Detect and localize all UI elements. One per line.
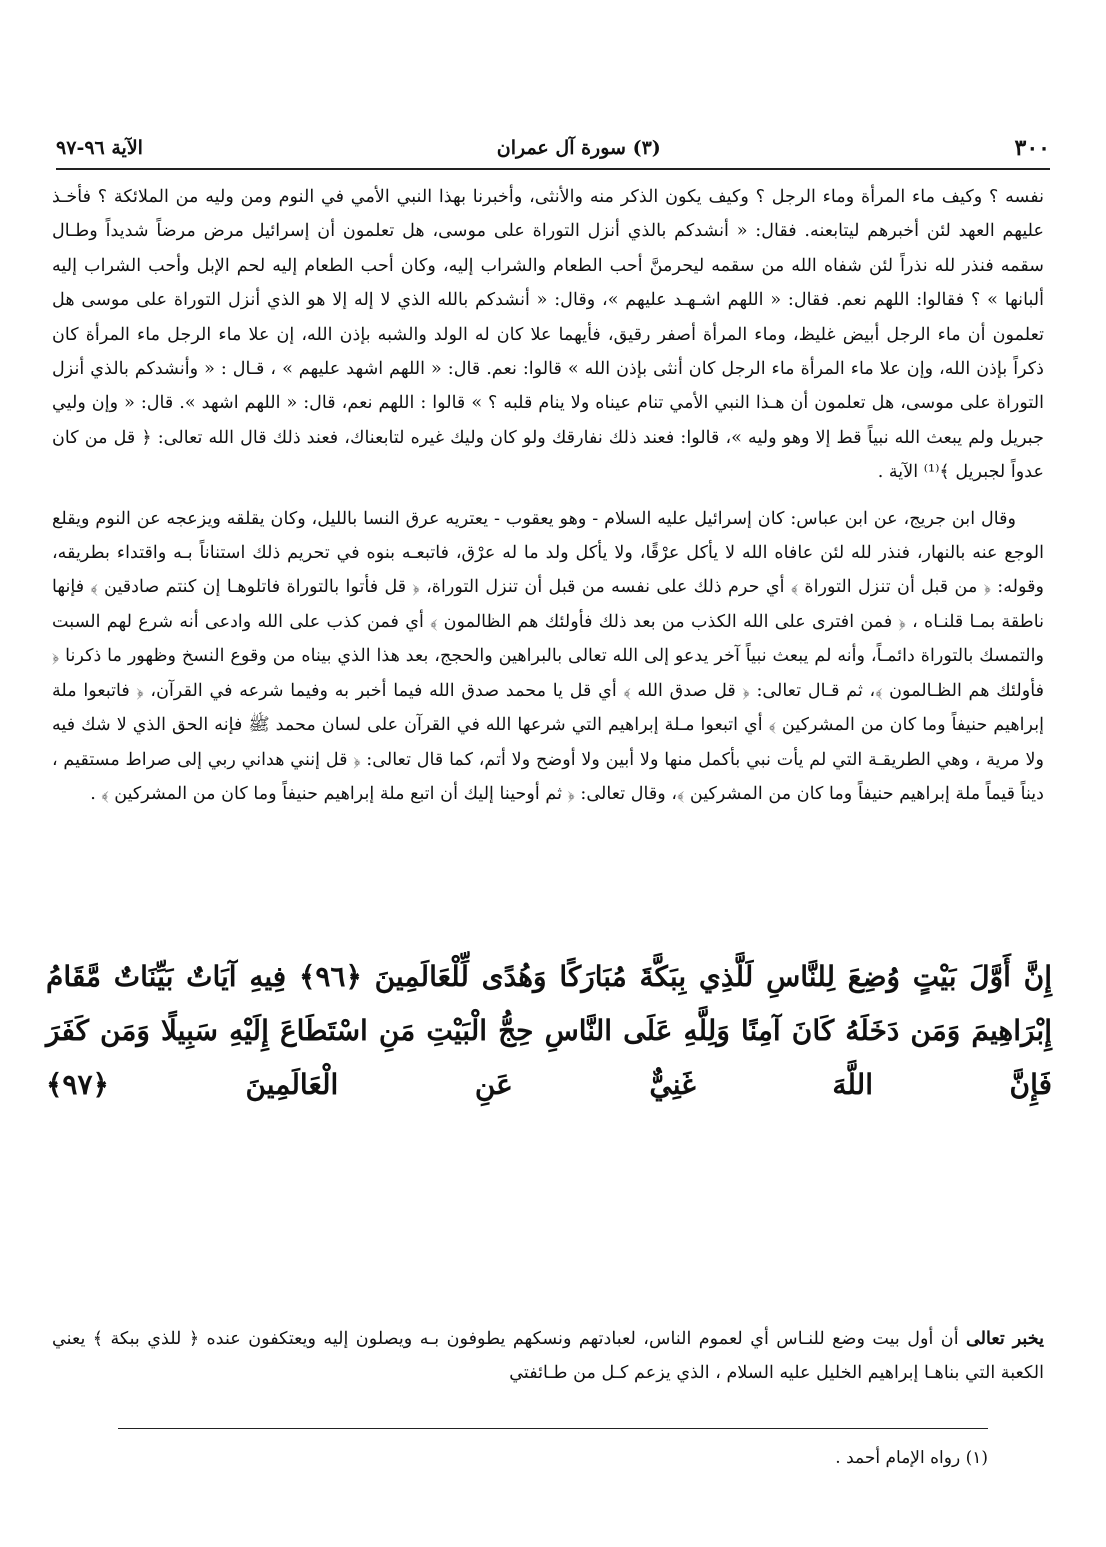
tafsir-text: أن أول بيت وضع للنـاس أي لعموم الناس، لعبادتهم ونسكهم يطوفون بـه ويصلون إليه ويعتكفون عنده ﴿ للذي ببكة ﴾ يعني الكعبة التي بناهـا إبراهيم الخليل عليه السلام ، الذي يزعم كـل من طـائفتي (52, 1329, 1044, 1384)
tafsir-paragraph (52, 1322, 1044, 1391)
surah-title: (٣) سورة آل عمران (496, 137, 661, 159)
page-header (56, 128, 1050, 170)
footnote-divider (118, 1428, 988, 1429)
page-number: ٣٠٠ (1014, 135, 1050, 161)
quran-verse: إِنَّ أَوَّلَ بَيْتٍ وُضِعَ لِلنَّاسِ لَلَّذِي بِبَكَّةَ مُبَارَكًا وَهُدًى لِّلْعَالَمِينَ ﴿٩٦﴾ فِيهِ آيَاتٌ بَيِّنَاتٌ مَّقَامُ إِبْرَاهِيمَ وَمَن دَخَلَهُ كَانَ آمِنًا وَلِلَّهِ عَلَى النَّاسِ حِجُّ الْبَيْتِ مَنِ اسْتَطَاعَ إِلَيْهِ سَبِيلًا وَمَن كَفَرَ فَإِنَّ اللَّهَ غَنِيٌّ عَنِ الْعَالَمِينَ ﴿٩٧﴾ (46, 960, 1052, 1101)
paragraph: وقال ابن جريج، عن ابن عباس: كان إسرائيل عليه السلام - وهو يعقوب - يعتريه عرق النسا بالليل، وكان يقلقه ويزعجه عن النوم ويقلع الوجع عنه بالنهار، فنذر لله لئن عافاه الله لا يأكل عرْقًا، ولا يأكل ولد ما له عرْق، فاتبعـه بنوه في تحريم ذلك استناناً بـه واقتداء بطريقه، وقوله: ﴿ من قبل أن تنزل التوراة ﴾ أي حرم ذلك على نفسه من قبل أن تنزل التوراة، ﴿ قل فأتوا بالتوراة فاتلوهـا إن كنتم صادقين ﴾ فإنها ناطقة بمـا قلنـاه ، ﴿ فمن افترى على الله الكذب من بعد ذلك فأولئك هم الظالمون ﴾ أي فمن كذب على الله وادعى أنه شرع لهم السبت والتمسك بالتوراة دائمـاً، وأنه لم يبعث نبياً آخر يدعو إلى الله تعالى بالبراهين والحجج، بعد هذا الذي بيناه من وقوع النسخ وظهور ما ذكرنا ﴿ فأولئك هم الظـالمون ﴾، ثم قـال تعالى: ﴿ قل صدق الله ﴾ أي قل يا محمد صدق الله فيما أخبر به وفيما شرعه في القرآن، ﴿ فاتبعوا ملة إبراهيم حنيفاً وما كان من المشركين ﴾ أي اتبعوا مـلة إبراهيم التي شرعها الله في القرآن على لسان محمد ﷺ فإنه الحق الذي لا شك فيه ولا مرية ، وهي الطريقـة التي لم يأت نبي بأكمل منها ولا أبين ولا أوضح ولا أتم، كما قال تعالى: ﴿ قل إنني هداني ربي إلى صراط مستقيم ، ديناً قيماً ملة إبراهيم حنيفاً وما كان من المشركين ﴾، وقال تعالى: ﴿ ثم أوحينا إليك أن اتبع ملة إبراهيم حنيفاً وما كان من المشركين ﴾ . (52, 508, 1044, 804)
commentary-body (52, 180, 1044, 811)
ayah-range: الآية ٩٦-٩٧ (56, 137, 143, 159)
tafsir-lead: يخبر تعالى (966, 1328, 1044, 1349)
paragraph: نفسه ؟ وكيف ماء المرأة وماء الرجل ؟ وكيف يكون الذكر منه والأنثى، وأخبرنا بهذا النبي الأمي في النوم ومن وليه من الملائكة ؟ فأخـذ عليهم العهد لئن أخبرهم ليتابعنه. فقال: « أنشدكم بالذي أنزل التوراة على موسى، هل تعلمون أن إسرائيل مرض مرضاً شديداً وطـال سقمه فنذر لله نذراً لئن شفاه الله من سقمه ليحرمنَّ أحب الطعام والشراب إليه، وكان أحب الطعام إليه لحم الإبل وأحب الشراب إليه ألبانها » ؟ فقالوا: اللهم نعم. فقال: « اللهم اشـهـد عليهم »، وقال: « أنشدكم بالله الذي لا إله إلا هو الذي أنزل التوراة على موسى هل تعلمون أن ماء الرجل أبيض غليظ، وماء المرأة أصفر رقيق، فأيهما علا كان له الولد والشبه بإذن الله، إن علا ماء الرجل ماء المرأة كان ذكراً بإذن الله، وإن علا ماء المرأة ماء الرجل كان أنثى بإذن الله » قالوا: نعم. قال: « اللهم اشهد عليهم » ، قـال : « وأنشدكم بالذي أنزل التوراة على موسى، هل تعلمون أن هـذا النبي الأمي تنام عيناه ولا ينام قلبه ؟ » قالوا : اللهم نعم، قال: « اللهم اشهد ». قال: « وإن وليي جبريل ولم يبعث الله نبياً قط إلا وهو وليه »، قالوا: فعند ذلك نفارقك ولو كان وليك غيره لتابعناك، فعند ذلك قال الله تعالى: ﴿ قل من كان عدواً لجبريل ﴾⁽¹⁾ الآية . (52, 187, 1044, 483)
footnote: (١) رواه الإمام أحمد . (835, 1448, 988, 1468)
